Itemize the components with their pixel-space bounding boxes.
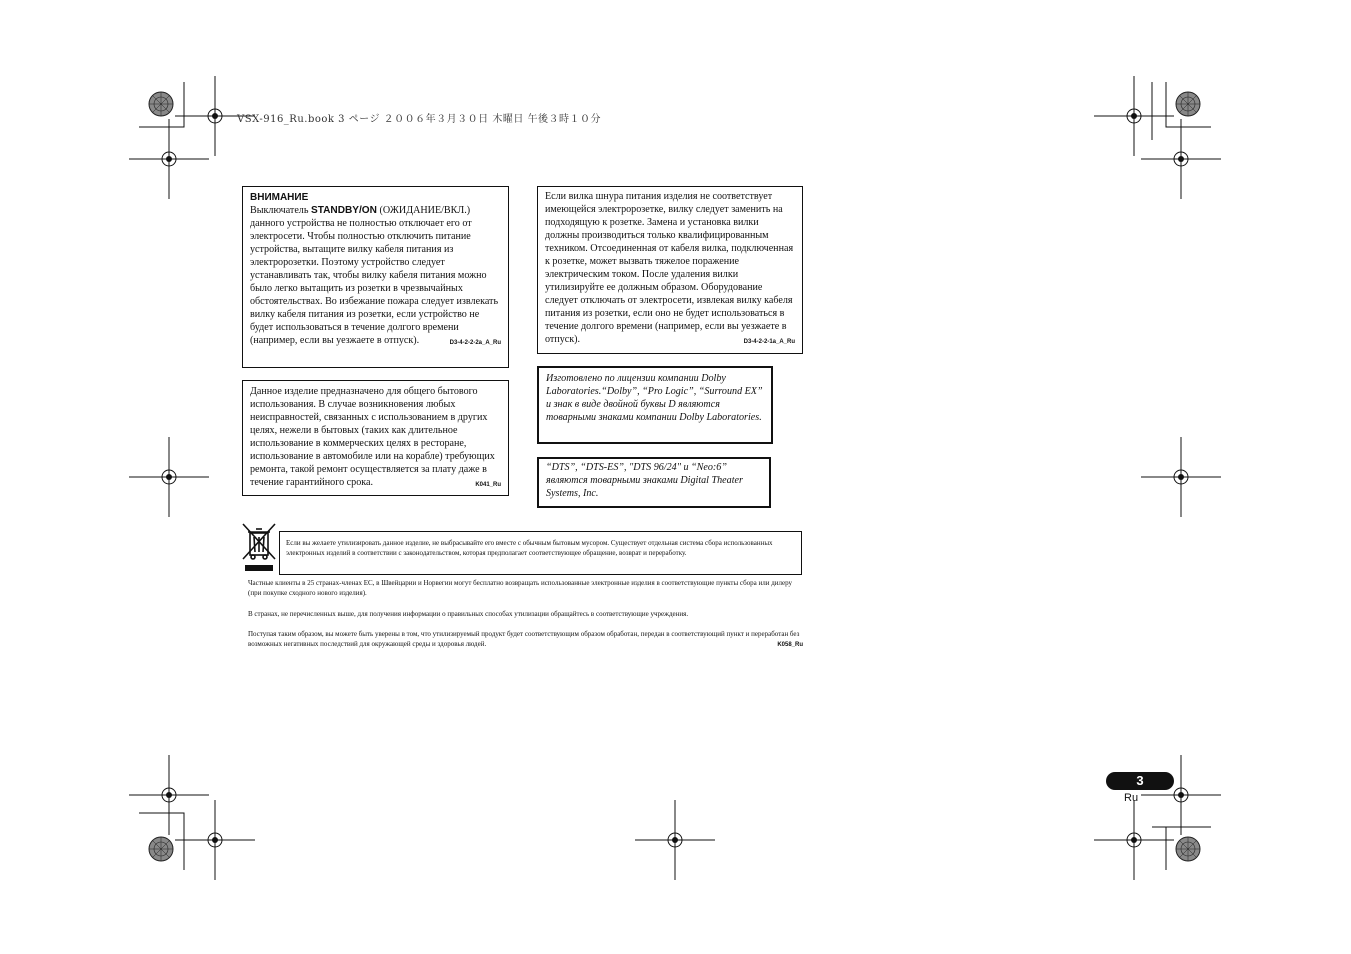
registration-starburst-icon — [149, 837, 173, 861]
crossed-out-bin-icon — [241, 521, 277, 573]
file-header-line: VSX-916_Ru.book 3 ページ ２００６年３月３０日 木曜日 午後３時１０分 — [237, 114, 602, 125]
plug-warning-box — [537, 186, 803, 354]
caution-box — [242, 186, 509, 368]
crosshair-icon — [1094, 800, 1174, 880]
plug-code: D3-4-2-2-1a_A_Ru — [743, 339, 795, 345]
dts-trademark-box — [537, 457, 771, 508]
dts-trademark-text: “DTS”, “DTS-ES”, "DTS 96/24" и “Neo:6” являются товарными знаками Digital Theater Systems, Inc. — [546, 462, 743, 499]
registration-starburst-icon — [1176, 92, 1200, 116]
disposal-paragraph-1: Частные клиенты в 25 странах-членах ЕС, в Швейцарии и Норвегии могут бесплатно возвращать использованные электронные изделия в соответствующие пункты сбора или дилеру (при покупке сходного нового изделия). — [248, 579, 793, 597]
caution-code: D3-4-2-2-2a_A_Ru — [449, 340, 501, 346]
crosshair-icon — [1141, 119, 1221, 199]
dolby-trademark-text: Изготовлено по лицензии компании Dolby Laboratories.“Dolby”, “Pro Logic”, “Surround EX” и знак в виде двойной буквы D являются товарными знаками компании Dolby Laboratories. — [546, 373, 763, 423]
disposal-notice-box — [279, 531, 802, 575]
crosshair-icon — [1141, 755, 1221, 835]
caution-text: Выключатель STANDBY/ON (ОЖИДАНИЕ/ВКЛ.) данного устройства не полностью отключает его от электросети. Чтобы полностью отключить питание устройства, вытащите вилку кабеля питания из электророзетки. Поэтому устройство следует устанавливать так, чтобы вилку кабеля питания можно было легко вытащить из розетки в чрезвычайных обстоятельствах. Во избежание пожара следует извлекать вилку кабеля питания из розетки, если устройство не будет использоваться в течение долгого времени (например, если вы уезжаете в отпуск). D3-4-2-2-2a_A_Ru — [250, 204, 501, 347]
crosshair-icon — [1094, 76, 1174, 156]
dolby-trademark-box — [537, 366, 773, 444]
disposal-notice-text: Если вы желаете утилизировать данное изделие, не выбрасывайте его вместе с обычным бытовым мусором. Существует отдельная система сбора использованных электронных изделий в соответствии с законодательством, которая предполагает соответствующее обращение, возврат и переработку. — [286, 539, 773, 557]
crosshair-icon — [175, 800, 255, 880]
registration-starburst-icon — [149, 92, 173, 116]
crosshair-icon — [129, 437, 209, 517]
registration-starburst-icon — [1176, 837, 1200, 861]
disposal-paragraph-2: В странах, не перечисленных выше, для получения информации о правильных способах утилизации обращайтесь в соответствующие учреждения. — [248, 610, 689, 618]
household-code: K041_Ru — [475, 482, 501, 488]
plug-warning-text: Если вилка шнура питания изделия не соответствует имеющейся электророзетке, вилку следует заменить на подходящую к розетке. Замена и установка вилки должны производиться только квалифицированным техником. Отсоединенная от кабеля вилка, подключенная к розетке, может вызвать тяжелое поражение электрическим током. После удаления вилки утилизируйте ее должным образом. Оборудование следует отключать от электросети, извлекая вилку кабеля питания из розетки, если оно не будет использоваться в течение долгого времени (например, если вы уезжаете в отпуск). D3-4-2-2-1a_A_Ru — [545, 190, 795, 346]
language-label: Ru — [1124, 792, 1139, 804]
caution-title: ВНИМАНИЕ — [250, 192, 309, 203]
page-number-badge: 3 — [1106, 772, 1174, 790]
crosshair-icon — [129, 119, 209, 199]
crosshair-icon — [1141, 437, 1221, 517]
disposal-paragraph-3: Поступая таким образом, вы можете быть уверены в том, что утилизируемый продукт будет соответствующим образом обработан, передан в соответствующий пункт и переработан без возможных негативных последствий для окружающей среды и здоровья людей. K058_Ru — [248, 630, 803, 648]
household-use-text: Данное изделие предназначено для общего бытового использования. В случае возникновения любых неисправностей, связанных с использованием в других целях, нежели в бытовых (таких как длительное использование в коммерческих целях в ресторане, использование в автомобиле или на корабле) требующих ремонта, такой ремонт осуществляется за плату даже в течение гарантийного срока. K041_Ru — [250, 385, 501, 489]
crosshair-icon — [129, 755, 209, 835]
crosshair-icon — [635, 800, 715, 880]
disposal-code: K058_Ru — [777, 642, 803, 648]
household-use-box — [242, 380, 509, 496]
